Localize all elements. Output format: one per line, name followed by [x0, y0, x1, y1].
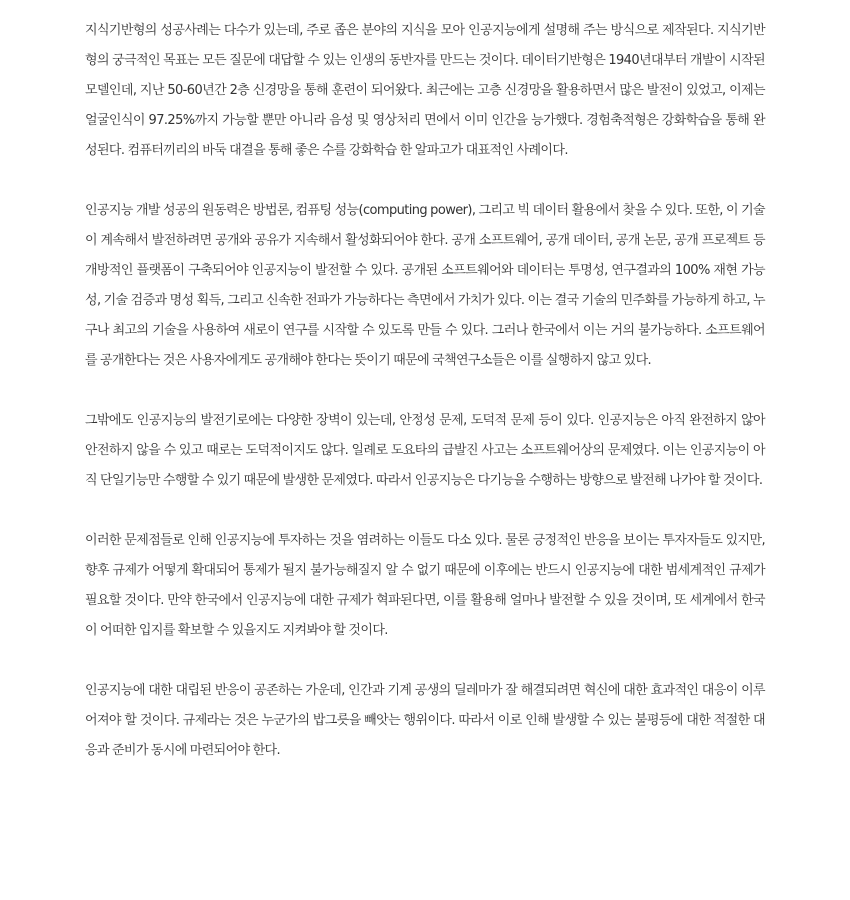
paragraph-barriers: 그밖에도 인공지능의 발전기로에는 다양한 장벽이 있는데, 안정성 문제, 도덕적 문제 등이 있다. 인공지능은 아직 완전하지 않아 안전하지 않을 수 있고 때로는 도덕적이지도 않다. 일례로 도요타의 급발진 사고는 소프트웨어상의 문제였다. 이는 인공지능이 아직 단일기능만 수행할 수 있기 때문에 발생한 문제였다. 따라서 인공지능은 다기능을 수행하는 방향으로 발전해 나가야 할 것이다.	[85, 413, 765, 488]
paragraph-knowledge-based: 지식기반형의 성공사례는 다수가 있는데, 주로 좁은 분야의 지식을 모아 인공지능에게 설명해 주는 방식으로 제작된다. 지식기반형의 궁극적인 목표는 모든 질문에 대답할 수 있는 인생의 동반자를 만드는 것이다. 데이터기반형은 1940년대부터 개발이 시작된 모델인데, 지난 50-60년간 2층 신경망을 통해 훈련이 되어왔다. 최근에는 고층 신경망을 활용하면서 많은 발전이 있었고, 이제는 얼굴인식이 97.25%까지 가능할 뿐만 아니라 음성 및 영상처리 면에서 이미 인간을 능가했다. 경험축적형은 강화학습을 통해 완성된다. 컴퓨터끼리의 바둑 대결을 통해 좋은 수를 강화학습 한 알파고가 대표적인 사례이다.	[85, 23, 765, 158]
paragraph-investment-concerns: 이러한 문제점들로 인해 인공지능에 투자하는 것을 염려하는 이들도 다소 있다. 물론 긍정적인 반응을 보이는 투자자들도 있지만, 향후 규제가 어떻게 확대되어 통제가 될지 불가능해질지 알 수 없기 때문에 이후에는 반드시 인공지능에 대한 범세계적인 규제가 필요할 것이다. 만약 한국에서 인공지능에 대한 규제가 혁파된다면, 이를 활용해 얼마나 발전할 수 있을 것이며, 또 세계에서 한국이 어떠한 입지를 확보할 수 있을지도 지켜봐야 할 것이다.	[85, 533, 765, 638]
paragraph-conclusion: 인공지능에 대한 대립된 반응이 공존하는 가운데, 인간과 기계 공생의 딜레마가 잘 해결되려면 혁신에 대한 효과적인 대응이 이루어져야 할 것이다. 규제라는 것은 누군가의 밥그릇을 빼앗는 행위이다. 따라서 이로 인해 발생할 수 있는 불평등에 대한 적절한 대응과 준비가 동시에 마련되어야 한다.	[85, 683, 765, 758]
article-body	[85, 16, 765, 796]
paragraph-success-drivers: 인공지능 개발 성공의 원동력은 방법론, 컴퓨팅 성능(computing power), 그리고 빅 데이터 활용에서 찾을 수 있다. 또한, 이 기술이 계속해서 발전하려면 공개와 공유가 지속해서 활성화되어야 한다. 공개 소프트웨어, 공개 데이터, 공개 논문, 공개 프로젝트 등 개방적인 플랫폼이 구축되어야 인공지능이 발전할 수 있다. 공개된 소프트웨어와 데이터는 투명성, 연구결과의 100% 재현 가능성, 기술 검증과 명성 획득, 그리고 신속한 전파가 가능하다는 측면에서 가치가 있다. 이는 결국 기술의 민주화를 가능하게 하고, 누구나 최고의 기술을 사용하여 새로이 연구를 시작할 수 있도록 만들 수 있다. 그러나 한국에서 이는 거의 불가능하다. 소프트웨어를 공개한다는 것은 사용자에게도 공개해야 한다는 뜻이기 때문에 국책연구소들은 이를 실행하지 않고 있다.	[85, 203, 765, 368]
